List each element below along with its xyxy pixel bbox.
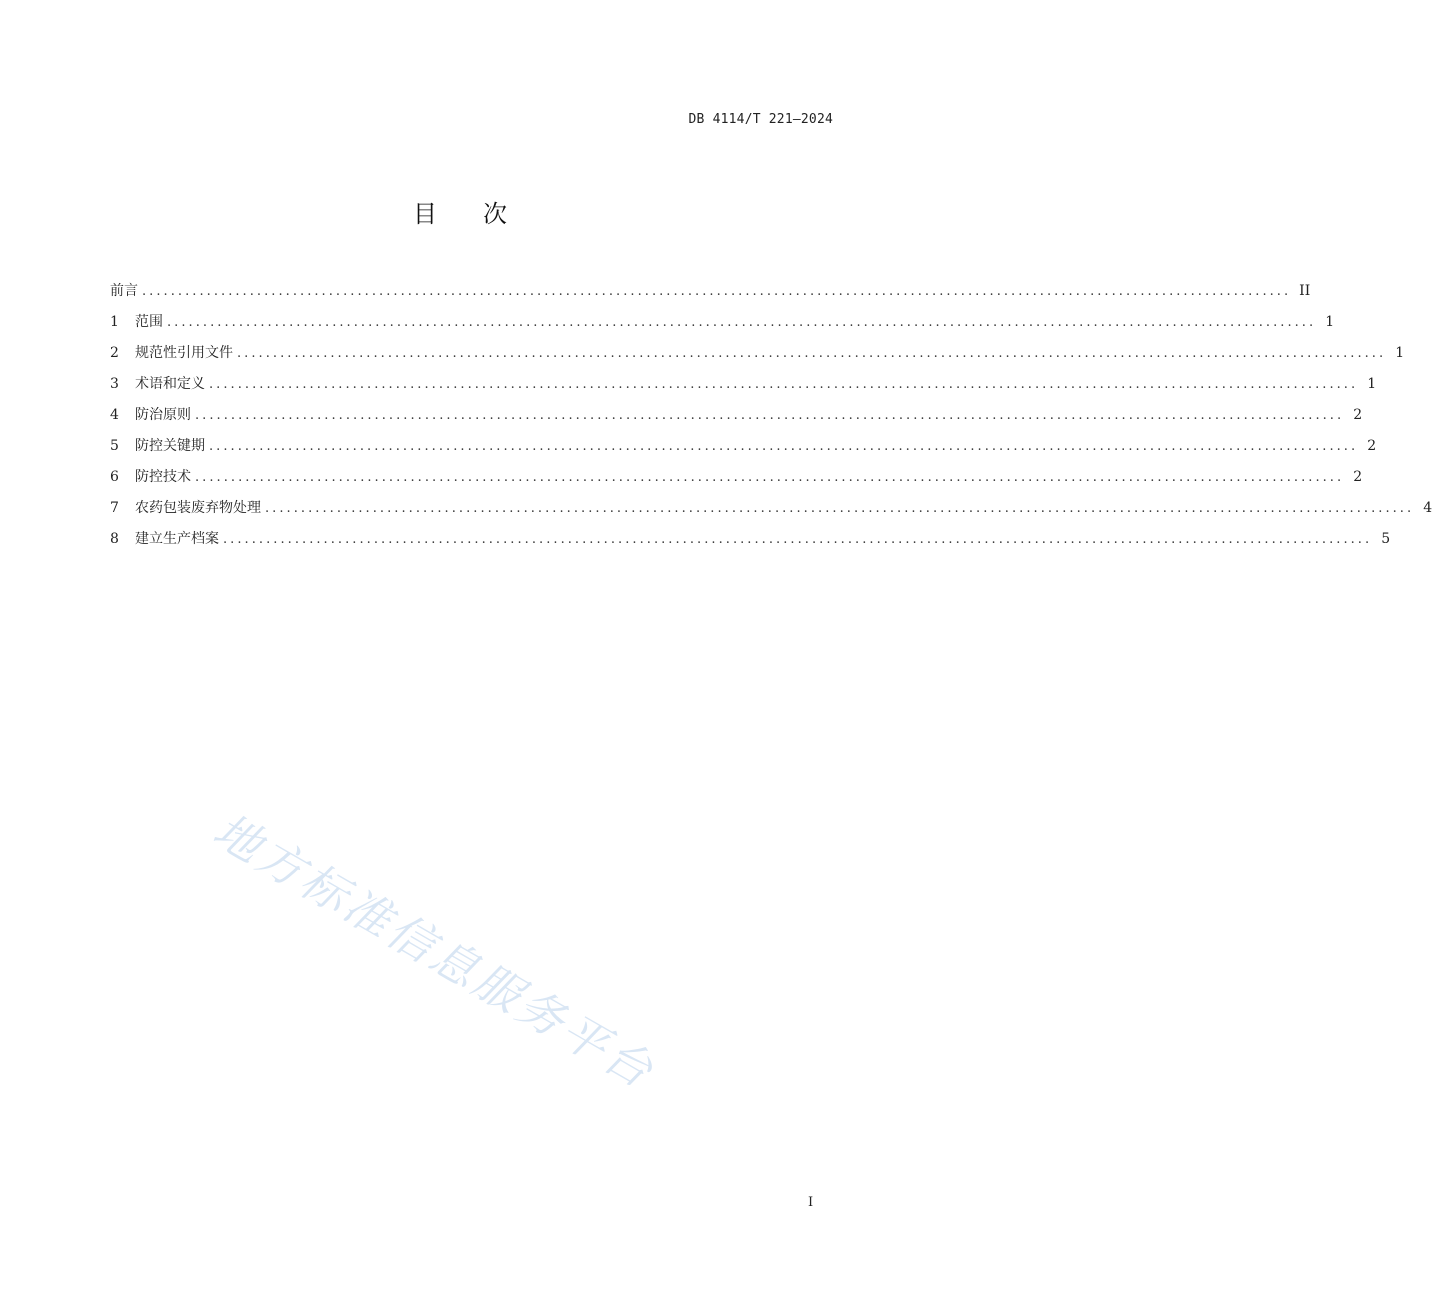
toc-entry-page: 1 [1325,314,1335,330]
page-number: I [808,1195,814,1210]
toc-entry-text: 建立生产档案 [135,531,219,547]
toc-leader-dots: ................................................................................................................................................................ [209,439,1359,454]
toc-entry-text: 术语和定义 [135,376,205,392]
toc-entry-number: 7 [110,500,119,516]
toc-entry-page: II [1299,283,1311,299]
toc-entry-key-control-period[interactable] [110,435,1377,466]
toc-entry-scope[interactable] [110,311,1335,342]
toc-entry-pesticide-packaging-waste[interactable] [110,497,1432,528]
toc-leader-dots: ................................................................................................................................................................ [142,284,1292,299]
toc-entry-control-principles[interactable] [110,404,1363,435]
toc-entry-terms-definitions[interactable] [110,373,1377,404]
toc-entry-number: 4 [110,407,119,423]
toc-entry-number: 2 [110,345,119,361]
toc-title: 目次 [413,200,553,228]
toc-leader-dots: ................................................................................................................................................................ [223,532,1373,547]
watermark: 地方标准信息服务平台 [204,802,665,1100]
toc-entry-text: 前言 [110,283,138,299]
toc-entry-number: 5 [110,438,119,454]
toc-leader-dots: ................................................................................................................................................................ [195,470,1345,485]
toc-entry-normative-references[interactable] [110,342,1405,373]
toc-entry-page: 5 [1381,531,1391,547]
toc-entry-page: 1 [1395,345,1405,361]
toc-entry-text: 防治原则 [135,407,191,423]
table-of-contents [110,280,1432,559]
toc-entry-text: 防控技术 [135,469,191,485]
toc-leader-dots: ................................................................................................................................................................ [209,377,1359,392]
toc-entry-number: 6 [110,469,119,485]
standard-code: DB 4114/T 221—2024 [688,112,833,127]
toc-entry-text: 防控关键期 [135,438,205,454]
toc-entry-page: 2 [1367,438,1377,454]
toc-entry-text: 范围 [135,314,163,330]
toc-entry-page: 4 [1423,500,1432,516]
toc-entry-number: 1 [110,314,119,330]
toc-entry-production-records[interactable] [110,528,1391,559]
toc-entry-control-techniques[interactable] [110,466,1363,497]
toc-entry-number: 8 [110,531,119,547]
toc-leader-dots: ................................................................................................................................................................ [195,408,1345,423]
toc-entry-page: 2 [1353,469,1363,485]
toc-entry-number: 3 [110,376,119,392]
toc-entry-page: 1 [1367,376,1377,392]
toc-entry-page: 2 [1353,407,1363,423]
toc-leader-dots: ................................................................................................................................................................ [237,346,1387,361]
toc-entry-text: 农药包装废弃物处理 [135,500,261,516]
toc-entry-foreword[interactable] [110,280,1311,311]
toc-leader-dots: ................................................................................................................................................................ [167,315,1317,330]
toc-leader-dots: ................................................................................................................................................................ [265,501,1415,516]
toc-entry-text: 规范性引用文件 [135,345,233,361]
